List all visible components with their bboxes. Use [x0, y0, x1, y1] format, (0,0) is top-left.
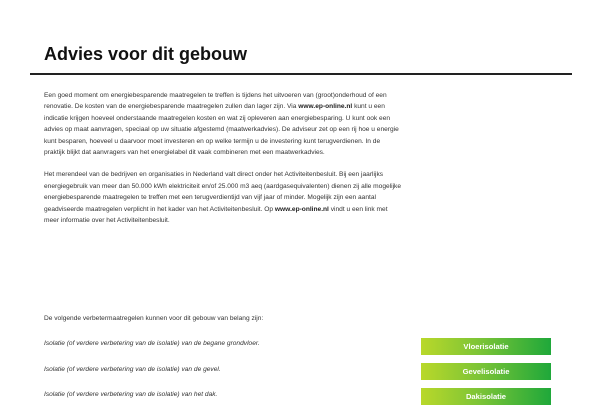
measure-facade-insulation: Isolatie (of verdere verbetering van de isolatie) van de gevel.	[44, 366, 221, 373]
advice-paragraph-2-start: Het merendeel van de bedrijven en organisaties in Nederland valt direct onder het Activiteitenbesluit. Bij een jaarlijks energiegebruik van meer dan 50.000 kWh elektriciteit en/of 25.000 m3 aeq (aardgasequivalenten) dienen zij alle mogelijke energiebesparende maatregelen te treffen met een terugverdientijd van vijf jaar of minder. Mogelijk zijn een aantal geadviseerde maatregelen verplicht in het kader van het Activiteitenbesluit. Op	[44, 171, 402, 213]
facade-insulation-button[interactable]: Gevelisolatie	[421, 363, 551, 380]
advice-paragraph-1-end: kunt u een indicatie krijgen hoeveel onderstaande maatregelen kosten en wat zij opleveren aan energiebesparing. U kunt ook een advies op maat aanvragen, speciaal op uw situatie afgestemd (maatwerkadvies). De adviseur zet op een rij hoe u energie kunt besparen, hoeveel u daarvoor moet investeren en op welke termijn u de investering kunt terugverdienen. In de praktijk blijkt dat aanvragers van het energielabel dit vaak combineren met een maatwerkadvies.	[44, 103, 399, 157]
floor-insulation-button[interactable]: Vloerisolatie	[421, 338, 551, 355]
advice-text	[44, 90, 402, 226]
advice-paragraph-2-end: vindt u een link met meer informatie over het Activiteitenbesluit.	[44, 205, 388, 225]
advice-paragraph-2	[44, 169, 402, 226]
measures-intro: De volgende verbetermaatregelen kunnen voor dit gebouw van belang zijn:	[44, 315, 264, 322]
measure-floor-insulation: Isolatie (of verdere verbetering van de isolatie) van de begane grondvloer.	[44, 340, 260, 347]
advice-paragraph-1-start: Een goed moment om energiebesparende maatregelen te treffen is tijdens het uitvoeren van (groot)onderhoud of een renovatie. De kosten van de energiebesparende maatregelen zullen dan lager zijn. Via	[44, 92, 387, 111]
advice-paragraph-1	[44, 90, 402, 158]
ep-online-link-1[interactable]: www.ep-online.nl	[298, 103, 353, 111]
measure-roof-insulation: Isolatie (of verdere verbetering van de isolatie) van het dak.	[44, 391, 218, 398]
page-title: Advies voor dit gebouw	[44, 44, 248, 64]
ep-online-link-2[interactable]: www.ep-online.nl	[274, 205, 329, 213]
roof-insulation-button[interactable]: Dakisolatie	[421, 388, 551, 405]
title-divider	[30, 73, 572, 75]
